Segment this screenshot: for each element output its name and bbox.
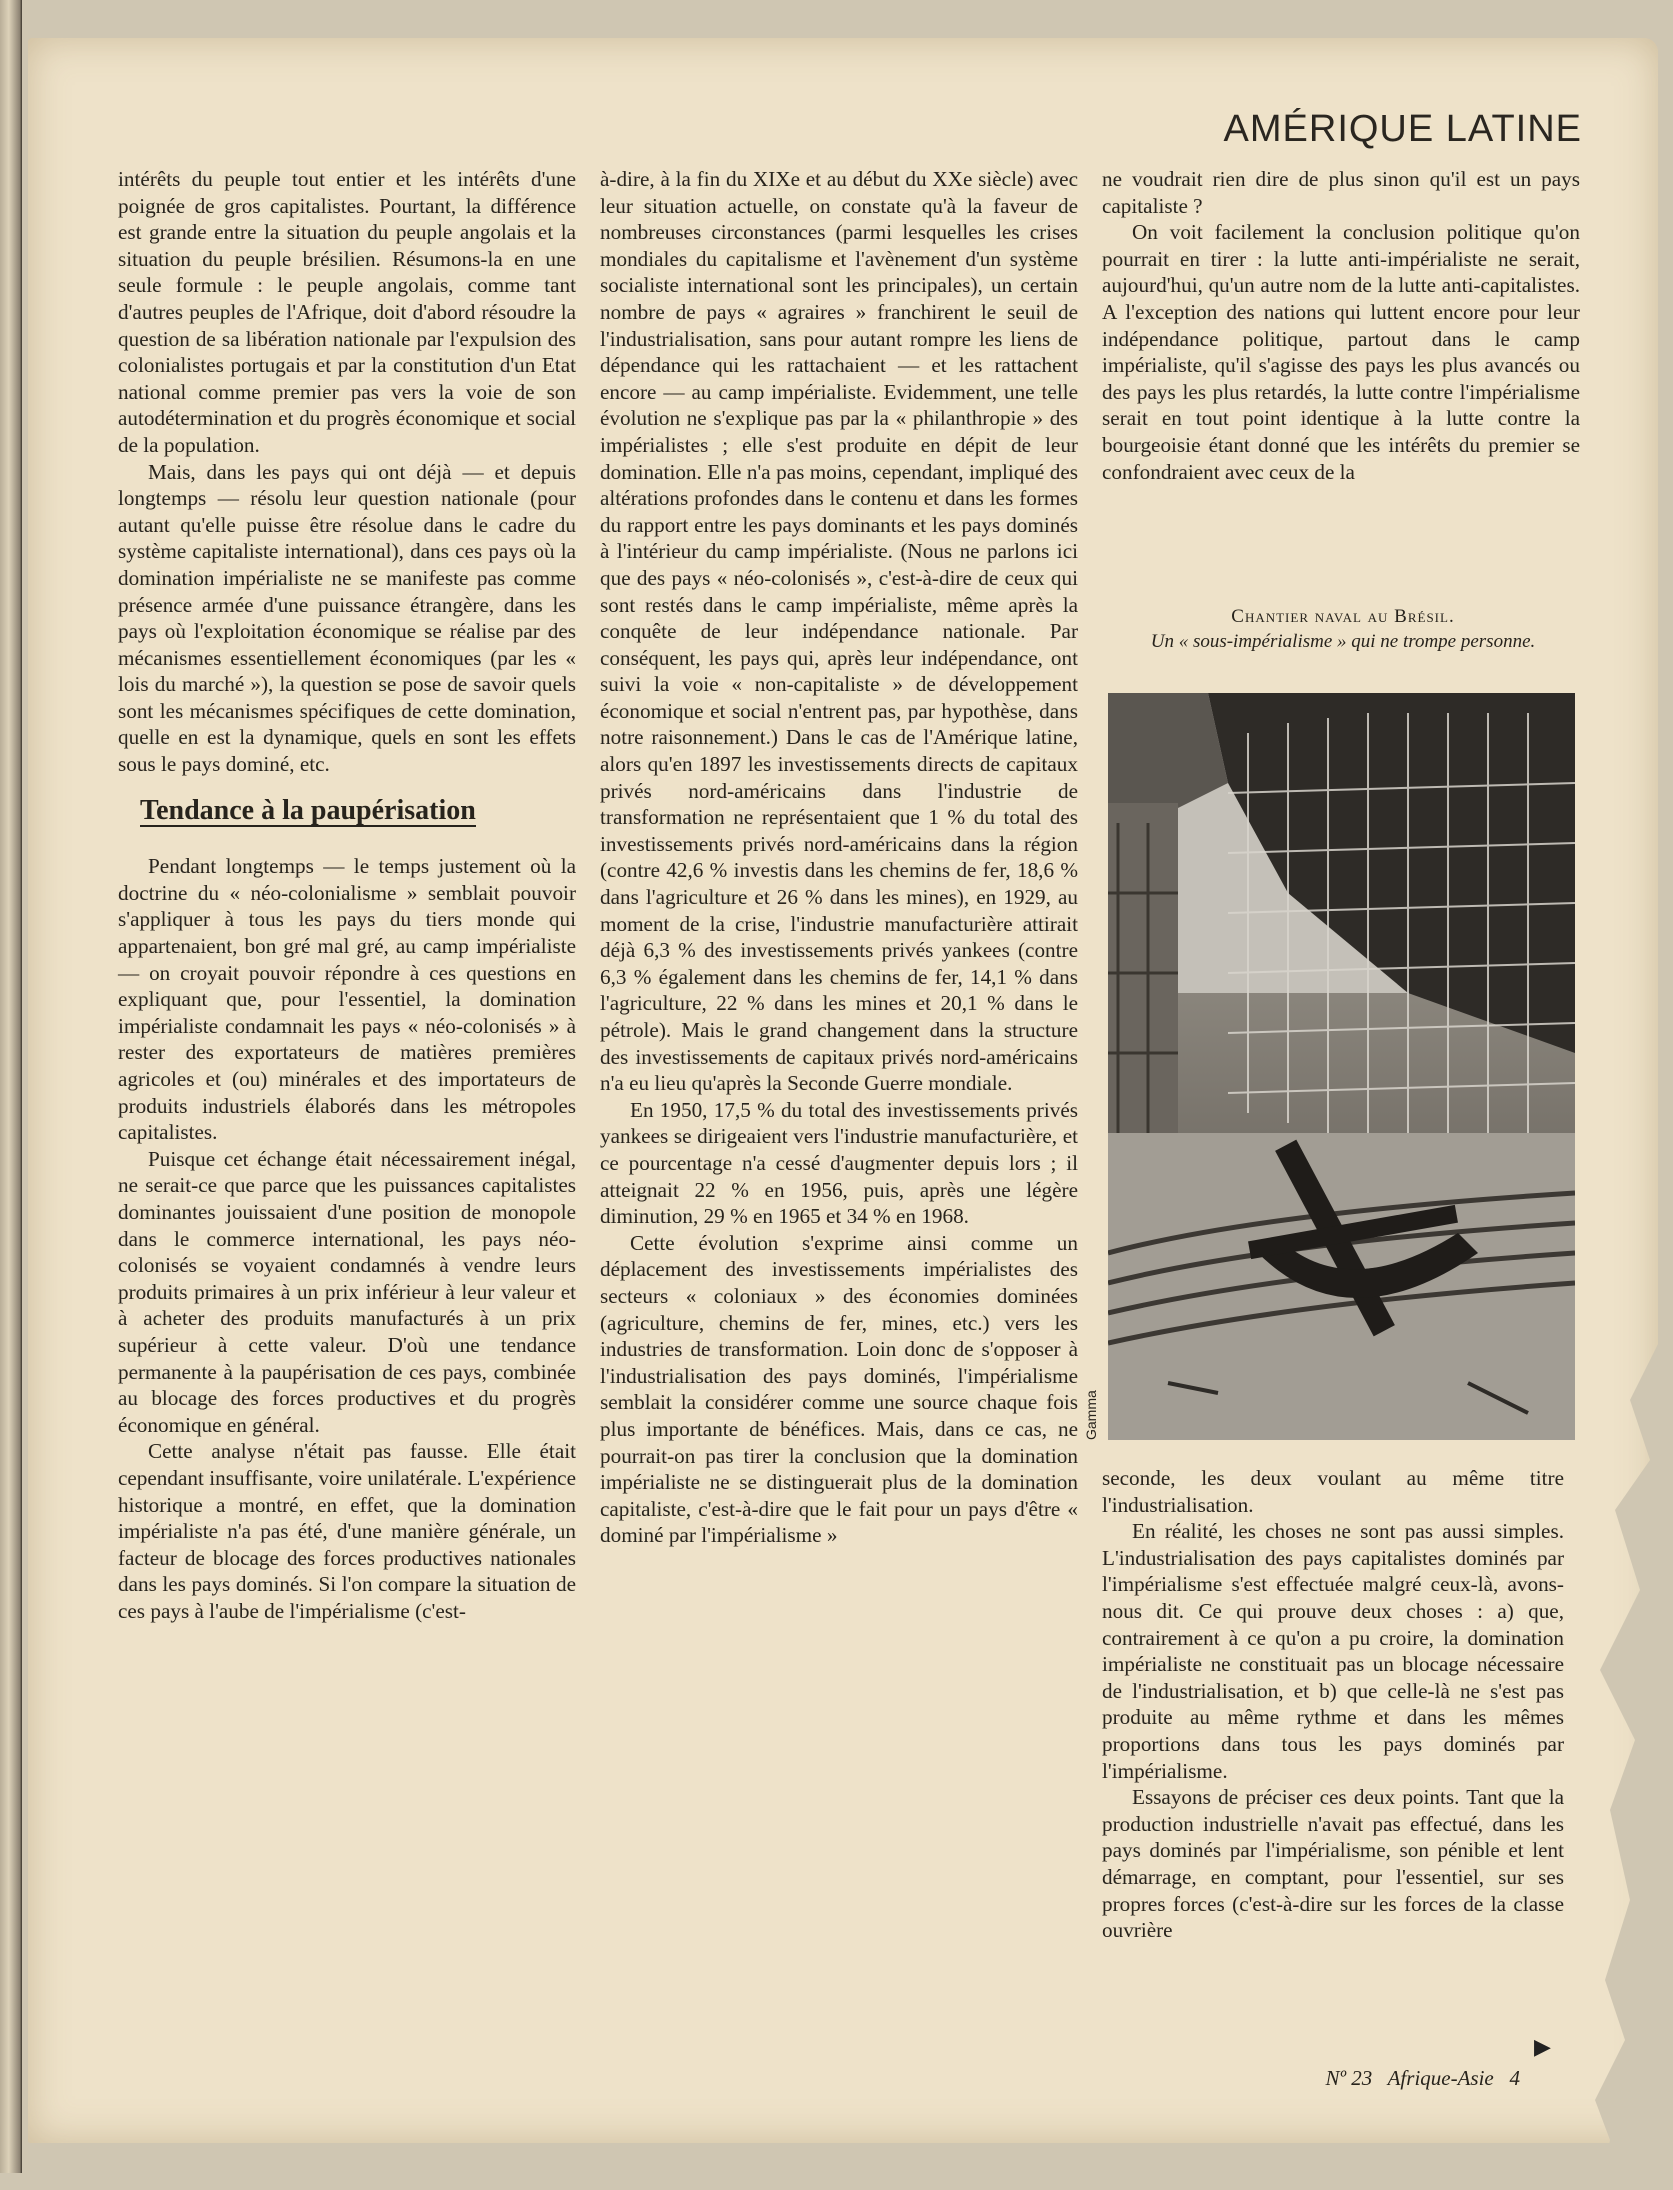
caption-subtitle: Un « sous-impérialisme » qui ne trompe personne. <box>1150 631 1536 652</box>
section-title: AMÉRIQUE LATINE <box>1223 108 1582 150</box>
shipyard-photo <box>1108 693 1575 1440</box>
paragraph: ne voudrait rien dire de plus sinon qu'il est un pays capitaliste ? <box>1102 167 1580 218</box>
paragraph: On voit facilement la conclusion politique qu'on pourrait en tirer : la lutte anti-impérialiste ne serait, aujourd'hui, qu'un autre nom de la lutte anti-capitalistes. A l'exception des nations qui luttent encore pour leur indépendance politique, partout dans le camp impérialiste, qu'il s'agisse des pays les plus avancés ou des pays les plus retardés, la lutte contre l'impérialisme serait en tout point identique à la lutte contre la bourgeoisie étant donné que les intérêts du premier se confondraient avec ceux de la <box>1102 220 1580 484</box>
paragraph: seconde, les deux voulant au même titre l'industrialisation. <box>1102 1466 1564 1517</box>
shipyard-illustration <box>1108 693 1575 1440</box>
column-1 <box>118 166 576 1624</box>
issue-number: Nº 23 <box>1325 2066 1373 2090</box>
subheading: Tendance à la paupérisation <box>140 794 476 826</box>
adjacent-page-edge <box>0 0 22 2173</box>
paragraph: Cette évolution s'exprime ainsi comme un déplacement des investissements impérialistes des secteurs « coloniaux » des économies dominées (agriculture, chemins de fer, mines, etc.) vers les industries de transformation. Loin donc de s'opposer à l'industrialisation des pays dominés, l'impérialisme semblait la considérer comme une source chaque fois plus importante de bénéfices. Mais, dans ce cas, ne pourrait-on pas tirer la conclusion que la domination impérialiste ne se distinguerait plus de la domination capitaliste, c'est-à-dire que le fait pour un pays d'être « dominé par l'impérialisme » <box>600 1230 1078 1548</box>
photo-credit: Gamma <box>1083 1390 1099 1440</box>
paragraph: à-dire, à la fin du XIXe et au début du XXe siècle) avec leur situation actuelle, on constate qu'à la faveur de nombreuses circonstances (parmi lesquelles les crises mondiales du capitalisme et l'avènement d'un système socialiste international sont les principales), un certain nombre de pays « agraires » franchirent le seuil de l'industrialisation, sans pour autant rompre les liens de dépendance qui les rattachaient — et les rattachent encore — au camp impérialiste. Evidemment, une telle évolution ne s'explique pas par la « philanthropie » des impérialistes ; elle s'est produite en dépit de leur domination. Elle n'a pas moins, cependant, impliqué des altérations profondes dans le contenu et dans les formes du rapport entre les pays dominants et les pays dominés à l'intérieur du camp impérialiste. (Nous ne parlons ici que des pays « néo-colonisés », c'est-à-dire de ceux qui sont restés dans le camp impérialiste, même après la conquête de leur indépendance nationale. Par conséquent, les pays qui, après leur indépendance, ont suivi la voie « non-capitaliste » de développement économique et social n'entrent pas, par hypothèse, dans notre raisonnement.) Dans le cas de l'Amérique latine, alors qu'en 1897 les investissements directs de capitaux privés nord-américains dans l'industrie de transformation ne représentaient que 1 % du total des investissements privés nord-américains dans la région (contre 42,6 % investis dans les chemins de fer, 18,6 % dans l'agriculture et 26 % dans les mines), en 1929, au moment de la crise, l'industrie manufacturière attirait déjà 6,3 % des investissements privés yankees (contre 6,3 % également dans les chemins de fer, 14,1 % dans l'agriculture, 22 % dans les mines et 20,1 % dans le pétrole). Mais le grand changement dans la structure des investissements de capitaux privés nord-américains n'a eu lieu qu'après la Seconde Guerre mondiale. <box>600 167 1078 1096</box>
paragraph: En réalité, les choses ne sont pas aussi simples. L'industrialisation des pays capitalistes dominés par l'impérialisme s'est effectuée malgré ceux-là, avons-nous dit. Ce qui prouve deux choses : a) que, contrairement à ce qu'on a pu croire, la domination impérialiste ne constituait pas un blocage nécessaire de l'industrialisation, et b) que celle-là ne s'est pas produite au même rythme et dans les mêmes proportions dans tous les pays dominés par l'impérialisme. <box>1102 1519 1564 1783</box>
column-2 <box>600 166 1078 1549</box>
paragraph: Pendant longtemps — le temps justement où la doctrine du « néo-colonialisme » semblait pouvoir s'appliquer à tous les pays du tiers monde qui appartenaient, bon gré mal gré, au camp impérialiste — on croyait pouvoir répondre à ces questions en expliquant que, pour l'essentiel, la domination impérialiste condamnait les pays « néo-colonisés » à rester des exportateurs de matières premières agricoles et (ou) minérales et des importateurs de produits industriels élaborés dans les métropoles capitalistes. <box>118 854 576 1145</box>
paragraph: Puisque cet échange était nécessairement inégal, ne serait-ce que parce que les puissances capitalistes dominantes jouissaient d'une position de monopole dans le commerce international, les pays néo-colonisés se voyaient condamnés à vendre leurs produits primaires à un prix inférieur à leur valeur et à acheter des produits manufacturés à un prix supérieur à cette valeur. D'où une tendance permanente à la paupérisation de ces pays, combinée au blocage des forces productives et du progrès économique en général. <box>118 1146 576 1437</box>
column-3-top <box>1102 166 1580 485</box>
page-footer <box>1280 2066 1520 2091</box>
paragraph: Mais, dans les pays qui ont déjà — et depuis longtemps — résolu leur question nationale (pour autant qu'elle puisse être résolue dans le cadre du système capitaliste international), dans ces pays où la domination impérialiste ne se manifeste pas comme présence armée d'une puissance étrangère, dans les pays où l'exploitation économique se réalise par des mécanismes essentiellement économiques (par les « lois du marché »), la question se pose de savoir quels sont les mécanismes spécifiques de cette domination, quelle en est la dynamique, quels en sont les effets sous le pays dominé, etc. <box>118 459 576 777</box>
caption-title: Chantier naval au Brésil. <box>1231 606 1455 627</box>
photo-caption <box>1108 604 1578 654</box>
page-number: 4 <box>1509 2066 1520 2090</box>
column-3-bottom <box>1102 1465 1564 1944</box>
torn-page-edge <box>1540 1340 1673 2190</box>
continue-arrow-icon: ▶ <box>1534 2034 1551 2059</box>
paragraph: Essayons de préciser ces deux points. Tant que la production industrielle n'avait pas effectué, dans les pays dominés par l'impérialisme, son pénible et lent démarrage, en comptant, pour l'essentiel, sur ses propres forces (c'est-à-dire sur les forces de la classe ouvrière <box>1102 1785 1564 1943</box>
paragraph: Cette analyse n'était pas fausse. Elle était cependant insuffisante, voire unilatérale. L'expérience historique a montré, en effet, que la domination impérialiste n'a pas été, d'une manière générale, un facteur de blocage des forces productives nationales dans les pays dominés. Si l'on compare la situation de ces pays à l'aube de l'impérialisme (c'est- <box>118 1439 576 1623</box>
paragraph: En 1950, 17,5 % du total des investissements privés yankees se dirigeaient vers l'industrie manufacturière, et ce pourcentage n'a cessé d'augmenter depuis lors ; il atteignait 22 % en 1956, puis, après une légère diminution, 29 % en 1965 et 34 % en 1968. <box>600 1097 1078 1229</box>
paragraph: intérêts du peuple tout entier et les intérêts d'une poignée de gros capitalistes. Pourtant, la différence est grande entre la situation du peuple angolais et la situation du peuple brésilien. Résumons-la en une seule formule : le peuple angolais, comme tant d'autres peuples de l'Afrique, doit d'abord résoudre la question de sa libération nationale par l'expulsion des colonialistes portugais et par la constitution d'un Etat national comme premier pas vers la voie de son autodétermination et du progrès économique et social de la population. <box>118 167 576 457</box>
publication-name: Afrique-Asie <box>1387 2066 1494 2090</box>
